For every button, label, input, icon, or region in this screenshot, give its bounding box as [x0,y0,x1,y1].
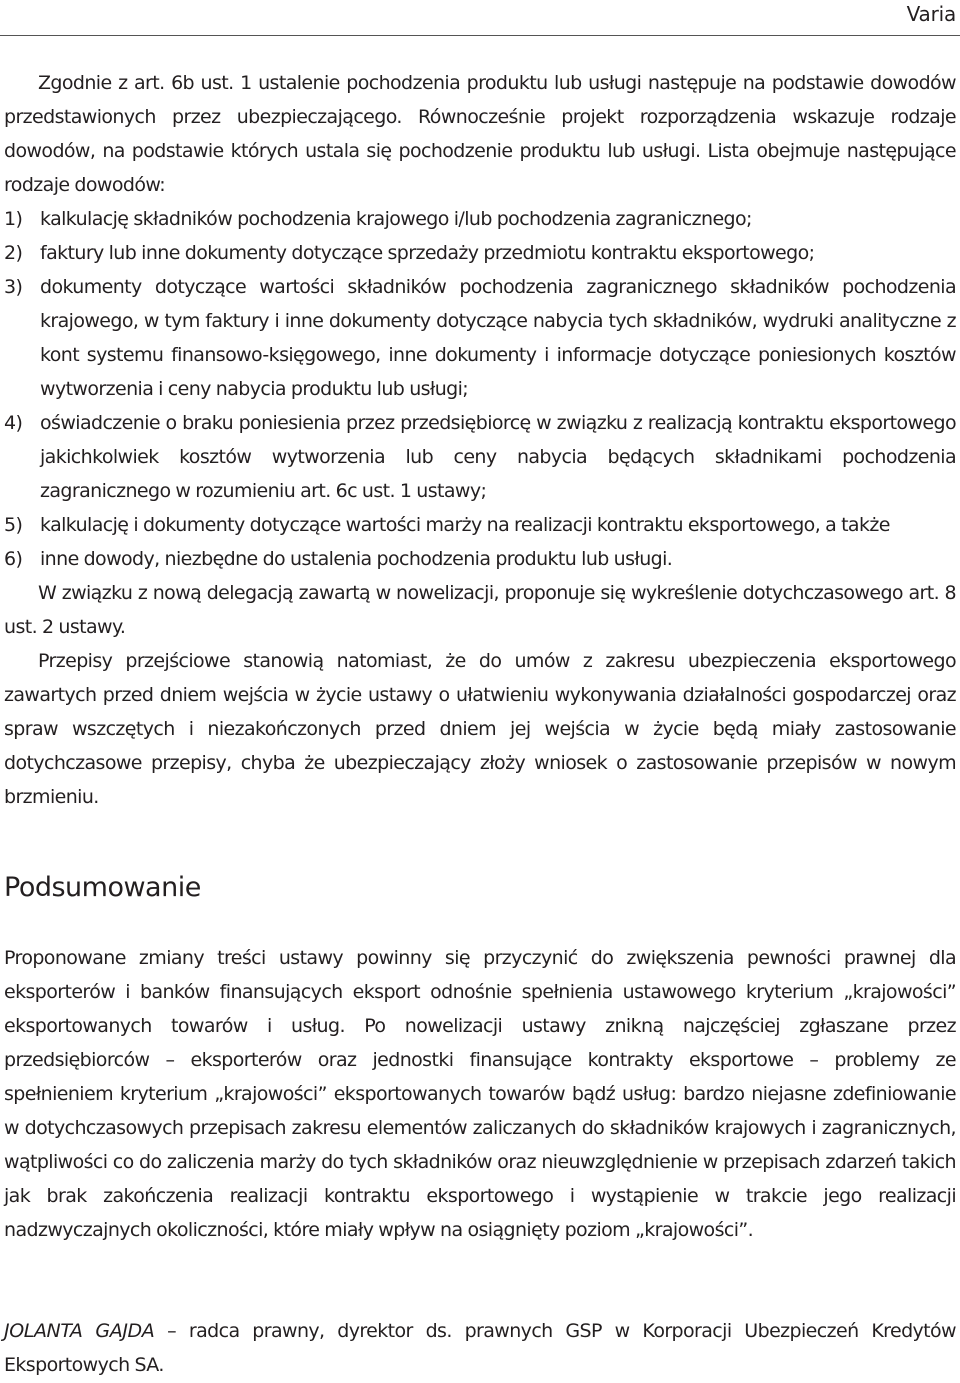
list-item-number: 4) [4,412,23,434]
list-item-text: inne dowody, niezbędne do ustalenia pochodzenia produktu lub usługi. [40,548,673,570]
header-divider [0,35,960,36]
list-item [4,236,956,270]
list-item-number: 2) [4,242,23,264]
list-item-number: 1) [4,208,23,230]
summary-section [4,941,956,1247]
list-item-text: kalkulację składników pochodzenia krajowego i/lub pochodzenia zagranicznego; [40,208,752,230]
list-item-text: oświadczenie o braku poniesienia przez przedsiębiorcę w związku z realizacją kontraktu eksportowego jakichkolwiek kosztów wytworzenia lub ceny nabycia będących składnikami pochodzenia zagranicznego w rozumieniu art. 6c ust. 1 ustawy; [40,412,956,502]
list-item [4,542,956,576]
list-item-number: 3) [4,276,23,298]
author-name: JOLANTA GAJDA [4,1320,155,1342]
list-item-number: 5) [4,514,23,536]
list-item [4,270,956,406]
delegation-paragraph: W związku z nową delegacją zawartą w nowelizacji, proponuje się wykreślenie dotychczasowego art. 8 ust. 2 ustawy. [4,582,956,638]
intro-paragraph: Zgodnie z art. 6b ust. 1 ustalenie pochodzenia produktu lub usługi następuje na podstawie dowodów przedstawionych przez ubezpieczającego. Równocześnie projekt rozporządzenia wskazuje rodzaje dowodów, na podstawie których ustala się pochodzenie produktu lub usługi. Lista obejmuje następujące rodzaje dowodów: [4,72,956,196]
summary-paragraph: Proponowane zmiany treści ustawy powinny się przyczynić do zwiększenia pewności prawnej dla eksporterów i banków finansujących eksport odnośnie spełnienia ustawowego kryterium „krajowości” eksportowanych towarów i usług. Po nowelizacji ustawy znikną najczęściej zgłaszane przez przedsiębiorców – eksporterów oraz jednostki finansujące kontrakty eksportowe – problemy ze spełnieniem kryterium „krajowości” eksportowanych towarów bądź usług: bardzo niejasne zdefiniowanie w dotychczasowych przepisach zakresu elementów zaliczanych do składników krajowych i zagranicznych, wątpliwości co do zaliczenia marży do tych składników oraz nieuwzględnienie w przepisach zdarzeń takich jak brak zakończenia realizacji kontraktu eksportowego i wystąpienie w trakcie jego realizacji nadzwyczajnych okoliczności, które miały wpływ na osiągnięty poziom „krajowości”. [4,947,956,1241]
author-note [4,1314,956,1382]
list-item-text: dokumenty dotyczące wartości składników pochodzenia zagranicznego składników pochodzenia krajowego, w tym faktury i inne dokumenty dotyczące nabycia tych składników, wydruki analityczne z kont systemu finansowo-księgowego, inne dokumenty i informacje dotyczące poniesionych kosztów wytworzenia i ceny nabycia produktu lub usługi; [40,276,956,400]
list-item-number: 6) [4,548,23,570]
list-item-text: faktury lub inne dokumenty dotyczące sprzedaży przedmiotu kontraktu eksportowego; [40,242,815,264]
article-body [4,66,956,814]
list-item-text: kalkulację i dokumenty dotyczące wartości marży na realizacji kontraktu eksportowego, a także [40,514,890,536]
section-label: Varia [906,2,956,26]
evidence-list [4,202,956,576]
author-bio [4,1314,956,1382]
list-item [4,508,956,542]
section-heading: Podsumowanie [4,872,201,903]
list-item [4,202,956,236]
list-item [4,406,956,508]
transitional-paragraph: Przepisy przejściowe stanowią natomiast, że do umów z zakresu ubezpieczenia eksportowego zawartych przed dniem wejścia w życie ustawy o ułatwieniu wykonywania działalności gospodarczej oraz spraw wszczętych i niezakończonych przed dniem jej wejścia w życie będą miały zastosowanie dotychczasowe przepisy, chyba że ubezpieczający złoży wniosek o zastosowanie przepisów w nowym brzmieniu. [4,650,956,808]
author-description: – radca prawny, dyrektor ds. prawnych GSP w Korporacji Ubezpieczeń Kredytów Eksportowych SA. [4,1320,956,1376]
